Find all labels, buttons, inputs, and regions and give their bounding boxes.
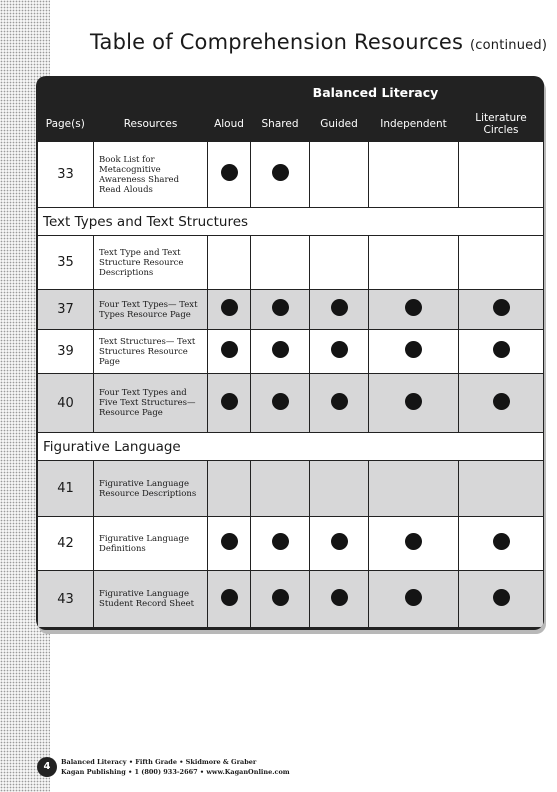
filled-circle-icon (221, 341, 238, 358)
mark-cell (459, 330, 544, 374)
mark-cell (369, 236, 459, 290)
mark-cell (310, 571, 369, 628)
column-header-literature-circles: Literature Circles (459, 107, 544, 142)
column-header-shared: Shared (251, 107, 310, 142)
filled-circle-icon (272, 533, 289, 550)
mark-cell (251, 374, 310, 433)
filled-circle-icon (221, 589, 238, 606)
table-row (38, 374, 544, 433)
resource-cell: Four Text Types— Text Types Resource Page (94, 290, 208, 330)
table-row (38, 461, 544, 517)
mark-cell (208, 236, 251, 290)
page-title (90, 30, 548, 54)
section-header-row (38, 208, 544, 236)
section-header-label: Text Types and Text Structures (38, 208, 544, 236)
page-number-cell: 42 (38, 517, 94, 571)
mark-cell (310, 374, 369, 433)
column-header-row (38, 107, 544, 142)
page-number-cell: 43 (38, 571, 94, 628)
mark-cell (459, 461, 544, 517)
mark-cell (208, 374, 251, 433)
filled-circle-icon (221, 164, 238, 181)
mark-cell (310, 517, 369, 571)
mark-cell (310, 461, 369, 517)
title-suffix: (continued) (469, 38, 548, 53)
mark-cell (251, 290, 310, 330)
table-row (38, 290, 544, 330)
filled-circle-icon (272, 589, 289, 606)
mark-cell (251, 142, 310, 208)
filled-circle-icon (331, 533, 348, 550)
resources-table (37, 77, 544, 628)
filled-circle-icon (493, 589, 510, 606)
resource-cell: Book List for Metacognitive Awareness Shared Read Alouds (94, 142, 208, 208)
mark-cell (369, 330, 459, 374)
filled-circle-icon (405, 533, 422, 550)
group-header-balanced-literacy: Balanced Literacy (208, 78, 544, 107)
filled-circle-icon (272, 164, 289, 181)
mark-cell (251, 517, 310, 571)
page-number-cell: 40 (38, 374, 94, 433)
column-header-aloud: Aloud (208, 107, 251, 142)
filled-circle-icon (493, 299, 510, 316)
mark-cell (251, 571, 310, 628)
page-number-cell: 37 (38, 290, 94, 330)
filled-circle-icon (272, 299, 289, 316)
filled-circle-icon (221, 393, 238, 410)
mark-cell (251, 236, 310, 290)
mark-cell (310, 236, 369, 290)
filled-circle-icon (493, 393, 510, 410)
column-header-guided: Guided (310, 107, 369, 142)
group-header-blank (38, 78, 208, 107)
column-header-independent: Independent (369, 107, 459, 142)
mark-cell (310, 290, 369, 330)
filled-circle-icon (221, 533, 238, 550)
mark-cell (459, 142, 544, 208)
mark-cell (208, 330, 251, 374)
column-header-page-s: Page(s) (38, 107, 94, 142)
footer-line-2: Kagan Publishing • 1 (800) 933-2667 • www.KaganOnline.com (61, 768, 290, 776)
mark-cell (459, 571, 544, 628)
mark-cell (251, 461, 310, 517)
table-body (38, 142, 544, 628)
mark-cell (459, 374, 544, 433)
filled-circle-icon (493, 533, 510, 550)
filled-circle-icon (405, 299, 422, 316)
resource-cell: Four Text Types and Five Text Structures— Resource Page (94, 374, 208, 433)
page-number-cell: 41 (38, 461, 94, 517)
filled-circle-icon (331, 299, 348, 316)
mark-cell (208, 461, 251, 517)
section-header-row (38, 433, 544, 461)
table-row (38, 142, 544, 208)
mark-cell (369, 142, 459, 208)
mark-cell (208, 290, 251, 330)
filled-circle-icon (405, 589, 422, 606)
footer-page-number: 4 (37, 757, 57, 777)
mark-cell (459, 290, 544, 330)
resource-cell: Figurative Language Resource Descriptions (94, 461, 208, 517)
mark-cell (369, 374, 459, 433)
filled-circle-icon (405, 341, 422, 358)
mark-cell (459, 236, 544, 290)
page-number-cell: 39 (38, 330, 94, 374)
mark-cell (208, 517, 251, 571)
column-header-resources: Resources (94, 107, 208, 142)
table-row (38, 330, 544, 374)
resource-cell: Figurative Language Student Record Sheet (94, 571, 208, 628)
mark-cell (310, 142, 369, 208)
footer-line-1: Balanced Literacy • Fifth Grade • Skidmore & Graber (61, 758, 257, 766)
page-number-cell: 35 (38, 236, 94, 290)
mark-cell (251, 330, 310, 374)
table-row (38, 517, 544, 571)
mark-cell (369, 290, 459, 330)
section-header-label: Figurative Language (38, 433, 544, 461)
mark-cell (369, 461, 459, 517)
title-main: Table of Comprehension Resources (90, 30, 464, 54)
filled-circle-icon (331, 393, 348, 410)
mark-cell (369, 571, 459, 628)
mark-cell (208, 142, 251, 208)
filled-circle-icon (405, 393, 422, 410)
filled-circle-icon (221, 299, 238, 316)
group-header-row (38, 78, 544, 107)
filled-circle-icon (493, 341, 510, 358)
filled-circle-icon (331, 341, 348, 358)
resource-cell: Text Structures— Text Structures Resource Page (94, 330, 208, 374)
table-row (38, 236, 544, 290)
resource-cell: Figurative Language Definitions (94, 517, 208, 571)
table-row (38, 571, 544, 628)
filled-circle-icon (272, 341, 289, 358)
page-number-cell: 33 (38, 142, 94, 208)
mark-cell (208, 571, 251, 628)
resource-cell: Text Type and Text Structure Resource Descriptions (94, 236, 208, 290)
mark-cell (459, 517, 544, 571)
mark-cell (369, 517, 459, 571)
filled-circle-icon (331, 589, 348, 606)
filled-circle-icon (272, 393, 289, 410)
mark-cell (310, 330, 369, 374)
resources-table-frame (36, 76, 544, 630)
